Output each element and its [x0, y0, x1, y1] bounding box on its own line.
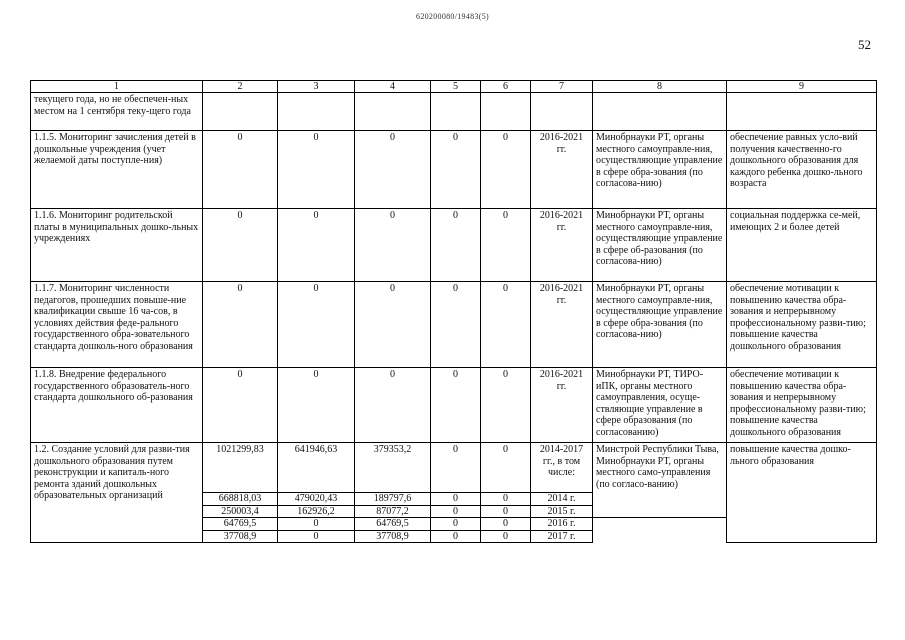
republic-cell: 0 — [355, 282, 431, 368]
local-cell: 0 — [431, 131, 481, 209]
republic-cell: 0 — [355, 209, 431, 282]
period-cell: 2016-2021 гг. — [531, 282, 593, 368]
column-number: 5 — [431, 81, 481, 93]
federal-cell: 0 — [278, 209, 355, 282]
republic-cell: 0 — [355, 131, 431, 209]
federal-cell: 0 — [278, 530, 355, 543]
continuation-row — [31, 93, 877, 131]
total-cell: 0 — [203, 209, 278, 282]
period-cell: 2016-2021 гг. — [531, 131, 593, 209]
table-row — [31, 282, 877, 368]
table-row — [31, 209, 877, 282]
executor-cell: Минстрой Республики Тыва, Минобрнауки РТ, органы местного само-управления (по согласо-ванию) — [593, 443, 727, 518]
federal-cell: 641946,63 — [278, 443, 355, 493]
total-cell: 37708,9 — [203, 530, 278, 543]
executor-cell: Минобрнауки РТ, ТИРО-иПК, органы местного самоуправления, осуще-ствляющие управление в сфере образования (по согласованию) — [593, 368, 727, 443]
total-cell: 0 — [203, 368, 278, 443]
total-cell: 0 — [203, 131, 278, 209]
column-number: 8 — [593, 81, 727, 93]
column-number: 9 — [727, 81, 877, 93]
table-row — [31, 368, 877, 443]
republic-cell: 0 — [355, 368, 431, 443]
empty-cell — [278, 93, 355, 131]
total-cell: 64769,5 — [203, 518, 278, 531]
republic-cell: 64769,5 — [355, 518, 431, 531]
republic-cell: 87077,2 — [355, 505, 431, 518]
republic-cell: 189797,6 — [355, 493, 431, 506]
column-number: 6 — [481, 81, 531, 93]
executor-cell: Минобрнауки РТ, органы местного самоуправле-ния, осуществляющие управление в сфере об-разования (по согласова-нию) — [593, 209, 727, 282]
federal-cell: 162926,2 — [278, 505, 355, 518]
other-cell: 0 — [481, 530, 531, 543]
empty-cell — [355, 93, 431, 131]
activity-name: 1.1.5. Мониторинг зачисления детей в дошкольные учреждения (учет желаемой даты поступле-ния) — [31, 131, 203, 209]
column-number: 4 — [355, 81, 431, 93]
table-row — [31, 443, 877, 493]
other-cell: 0 — [481, 493, 531, 506]
empty-cell — [203, 93, 278, 131]
table-row — [31, 131, 877, 209]
federal-cell: 0 — [278, 368, 355, 443]
local-cell: 0 — [431, 282, 481, 368]
period-cell: 2015 г. — [531, 505, 593, 518]
federal-cell: 0 — [278, 518, 355, 531]
federal-cell: 0 — [278, 282, 355, 368]
period-cell: 2014 г. — [531, 493, 593, 506]
total-cell: 250003,4 — [203, 505, 278, 518]
column-number: 7 — [531, 81, 593, 93]
local-cell: 0 — [431, 505, 481, 518]
local-cell: 0 — [431, 368, 481, 443]
other-cell: 0 — [481, 368, 531, 443]
column-number: 3 — [278, 81, 355, 93]
total-cell: 668818,03 — [203, 493, 278, 506]
result-cell: социальная поддержка се-мей, имеющих 2 и более детей — [727, 209, 877, 282]
period-cell: 2016-2021 гг. — [531, 368, 593, 443]
period-cell: 2016-2021 гг. — [531, 209, 593, 282]
local-cell: 0 — [431, 493, 481, 506]
total-cell: 0 — [203, 282, 278, 368]
result-cell: обеспечение равных усло-вий получения качественно-го дошкольного образования для каждого ребенка дошко-льного возраста — [727, 131, 877, 209]
result-cell: повышение качества дошко-льного образования — [727, 443, 877, 543]
activity-name: 1.2. Создание условий для разви-тия дошкольного образования путем реконструкции и капиталь-ного ремонта зданий дошкольных образовательных организаций — [31, 443, 203, 543]
column-number-row — [31, 81, 877, 93]
other-cell: 0 — [481, 518, 531, 531]
activity-name: 1.1.8. Внедрение федерального государственного образователь-ного стандарта дошкольного об-разования — [31, 368, 203, 443]
period-cell: 2016 г. — [531, 518, 593, 531]
column-number: 1 — [31, 81, 203, 93]
local-cell: 0 — [431, 518, 481, 531]
empty-cell — [593, 518, 727, 543]
page-number: 52 — [858, 37, 871, 52]
activity-name: 1.1.7. Мониторинг численности педагогов, прошедших повыше-ние квалификации свыше 16 ча-сов, в условиях действия феде-рального государственного обра-зовательного стандарта дошколь-ного образования — [31, 282, 203, 368]
document-id: 620200080/19483(5) — [416, 12, 489, 21]
result-cell: обеспечение мотивации к повышению качества обра-зования и непрерывному профессиональному разви-тию; повышение качества дошкольного образования — [727, 368, 877, 443]
other-cell: 0 — [481, 443, 531, 493]
local-cell: 0 — [431, 443, 481, 493]
total-cell: 1021299,83 — [203, 443, 278, 493]
local-cell: 0 — [431, 209, 481, 282]
column-number: 2 — [203, 81, 278, 93]
program-table — [30, 80, 877, 543]
empty-cell — [531, 93, 593, 131]
federal-cell: 0 — [278, 131, 355, 209]
activity-name: текущего года, но не обеспечен-ных местом на 1 сентября теку-щего года — [31, 93, 203, 131]
period-cell: 2014-2017 гг., в том числе: — [531, 443, 593, 493]
local-cell: 0 — [431, 530, 481, 543]
other-cell: 0 — [481, 209, 531, 282]
empty-cell — [431, 93, 481, 131]
empty-cell — [481, 93, 531, 131]
executor-cell: Минобрнауки РТ, органы местного самоуправле-ния, осуществляющие управление в сфере обра-зования (по согласова-нию) — [593, 282, 727, 368]
other-cell: 0 — [481, 505, 531, 518]
result-cell: обеспечение мотивации к повышению качества обра-зования и непрерывному профессиональному разви-тию; повышение качества дошкольного образования — [727, 282, 877, 368]
republic-cell: 379353,2 — [355, 443, 431, 493]
empty-cell — [727, 93, 877, 131]
empty-cell — [593, 93, 727, 131]
other-cell: 0 — [481, 282, 531, 368]
federal-cell: 479020,43 — [278, 493, 355, 506]
period-cell: 2017 г. — [531, 530, 593, 543]
activity-name: 1.1.6. Мониторинг родительской платы в муниципальных дошко-льных учреждениях — [31, 209, 203, 282]
other-cell: 0 — [481, 131, 531, 209]
republic-cell: 37708,9 — [355, 530, 431, 543]
executor-cell: Минобрнауки РТ, органы местного самоуправле-ния, осуществляющие управление в сфере обра-зования (по согласова-нию) — [593, 131, 727, 209]
